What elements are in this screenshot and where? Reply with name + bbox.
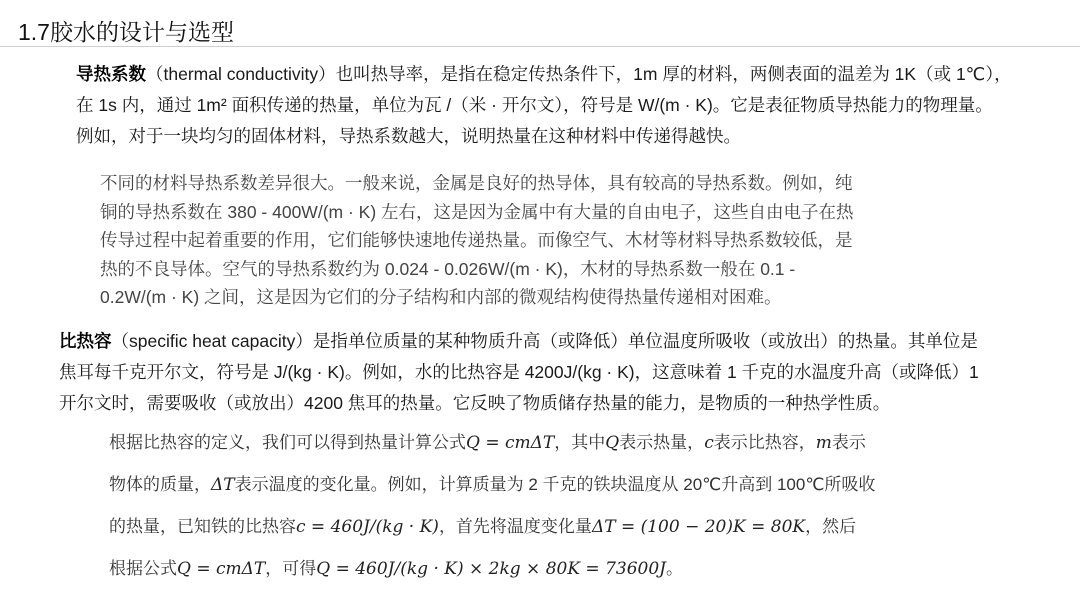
heat-capacity-line-3: 开尔文时，需要吸收（或放出）4200 焦耳的热量。它反映了物质储存热量的能力，是物质的一种热学性质。	[59, 393, 891, 413]
math-expression: ΔT	[211, 475, 235, 495]
formula-line-3	[109, 506, 875, 548]
conductivity-line-1-text: （thermal conductivity）也叫热导率，是指在稳定传热条件下，1m 厚的材料，两侧表面的温差为 1K（或 1℃），	[146, 64, 1012, 84]
formula-text: ，首先将温度变化量	[438, 517, 592, 536]
math-expression: Q = cmΔT	[466, 433, 555, 453]
detail-line: 0.2W/(m · K) 之间，这是因为它们的分子结构和内部的微观结构使得热量传递相对困难。	[100, 287, 782, 307]
formula-line-2	[109, 464, 875, 506]
title-divider	[0, 46, 1080, 47]
math-expression: c = 460J/(kg · K)	[296, 517, 439, 537]
math-expression: Q = cmΔT	[177, 559, 266, 579]
conductivity-term: 导热系数	[76, 64, 146, 84]
math-expression: ΔT = (100 − 20)K = 80K	[591, 517, 806, 537]
heat-capacity-line-1-text: （specific heat capacity）是指单位质量的某种物质升高（或降低）单位温度所吸收（或放出）的热量。其单位是	[111, 331, 978, 351]
formula-text: ，可得	[265, 559, 317, 578]
heat-capacity-line-1	[59, 326, 979, 357]
heat-capacity-line-2: 焦耳每千克开尔文，符号是 J/(kg · K)。例如，水的比热容是 4200J/(kg · K)，这意味着 1 千克的水温度升高（或降低）1	[59, 362, 979, 382]
formula-text: ，然后	[805, 517, 857, 536]
formula-text: ，其中	[554, 433, 606, 452]
formula-text: 表示比热容，	[713, 433, 816, 452]
math-expression: m	[815, 433, 832, 453]
formula-text: 根据比热容的定义，我们可以得到热量计算公式	[109, 433, 466, 452]
formula-line-1	[109, 422, 875, 464]
detail-line: 不同的材料导热系数差异很大。一般来说，金属是良好的热导体，具有较高的导热系数。例如，纯	[100, 173, 853, 193]
conductivity-line-3: 例如，对于一块均匀的固体材料，导热系数越大，说明热量在这种材料中传递得越快。	[76, 126, 741, 146]
detail-line: 传导过程中起着重要的作用，它们能够快速地传递热量。而像空气、木材等材料导热系数较低，是	[100, 230, 853, 250]
slide-title: 1.7胶水的设计与选型	[18, 19, 234, 45]
math-expression: Q = 460J/(kg · K) × 2kg × 80K = 73600J	[316, 559, 666, 579]
conductivity-line-1	[76, 59, 1012, 90]
formula-text: 根据公式	[109, 559, 177, 578]
math-expression: c	[704, 433, 714, 453]
conductivity-paragraph	[76, 59, 1012, 152]
formula-text: 表示热量，	[619, 433, 705, 452]
detail-line: 铜的导热系数在 380 - 400W/(m · K) 左右，这是因为金属中有大量的自由电子，这些自由电子在热	[100, 201, 854, 222]
heat-capacity-paragraph	[59, 326, 979, 419]
math-expression: Q	[605, 433, 620, 453]
formula-text: 的热量，已知铁的比热容	[109, 517, 296, 536]
heat-capacity-term: 比热容	[59, 331, 112, 351]
detail-line: 热的不良导体。空气的导热系数约为 0.024 - 0.026W/(m · K)，木材的导热系数一般在 0.1 -	[100, 258, 796, 279]
formula-line-4	[109, 548, 875, 590]
formula-text: 物体的质量，	[109, 475, 211, 494]
conductivity-detail-paragraph	[100, 169, 854, 312]
formula-text: 表示	[831, 433, 866, 452]
formula-text: 。	[665, 559, 683, 578]
formula-paragraph	[109, 422, 875, 590]
formula-text: 表示温度的变化量。例如，计算质量为 2 千克的铁块温度从 20℃升高到 100℃所吸收	[234, 475, 876, 494]
conductivity-line-2: 在 1s 内，通过 1m² 面积传递的热量，单位为瓦 /（米 · 开尔文），符号是 W/(m · K)。它是表征物质导热能力的物理量。	[76, 95, 993, 115]
